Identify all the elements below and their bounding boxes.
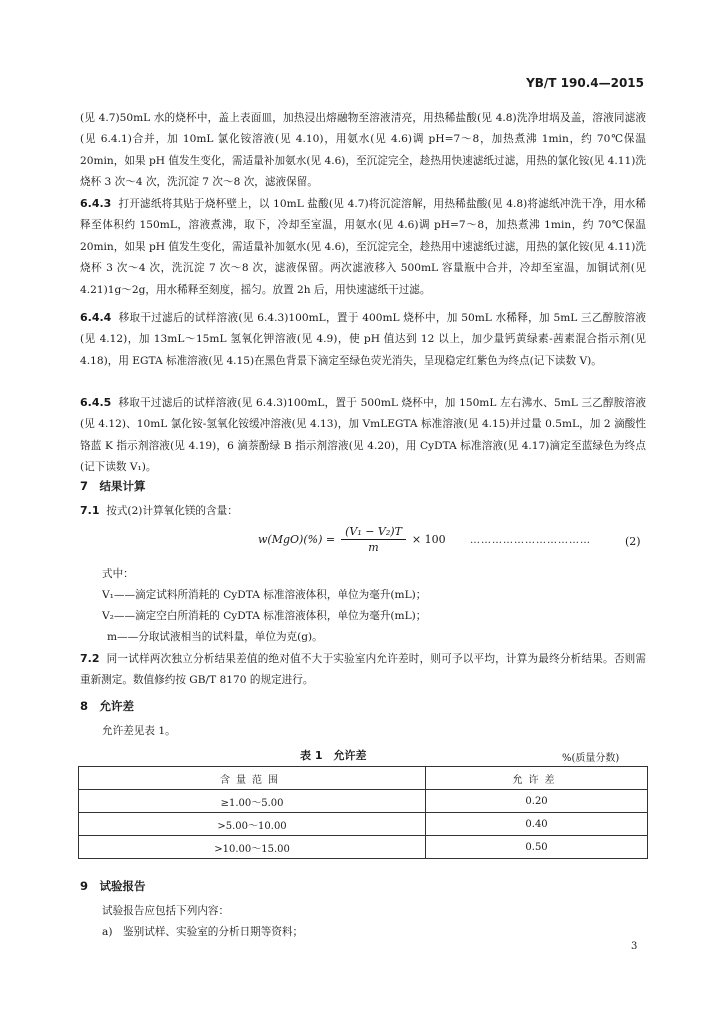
table-row <box>79 813 648 836</box>
clause-text: 移取干过滤后的试样溶液(见 6.4.3)100mL，置于 500mL 烧杯中，加 150mL 左右沸水、5mL 三乙醇胺溶液(见 4.12)、10mL 氯化铵-氢氧化铵缓冲溶液(见 4.13)，加 VmLEGTA 标准溶液(见 4.15)并过量 0.5mL，加 2 滴酸性铬蓝 K 指示剂溶液(见 4.19)，6 滴萘酚绿 B 指示剂溶液(见 4.20)，用 CyDTA 标准溶液(见 4.17)滴定至蓝绿色为终点(记下读数 V₁)。 <box>80 397 646 474</box>
table-caption: 表 1 允许差 <box>300 749 367 762</box>
report-intro: 试验报告应包括下列内容： <box>102 905 230 917</box>
section-8-heading: 8 允许差 <box>80 699 135 713</box>
table-cell: ≥1.00～5.00 <box>79 790 426 813</box>
where-label: 式中： <box>102 568 134 580</box>
table-cell: 0.50 <box>426 836 648 859</box>
clause-7-1 <box>80 500 646 522</box>
column-header: 含量范围 <box>79 767 426 790</box>
paragraph-continuation <box>80 108 646 194</box>
table-cell: >5.00～10.00 <box>79 813 426 836</box>
formula-numerator: (V₁ − V₂)T <box>341 525 406 540</box>
tolerance-table <box>78 766 648 859</box>
table-row <box>79 790 648 813</box>
clause-6-4-3 <box>80 193 646 301</box>
standard-number: YB/T 190.4—2015 <box>526 76 644 90</box>
clause-6-4-4 <box>80 307 646 372</box>
table-cell: 0.20 <box>426 790 648 813</box>
symbol-v1: V₁——滴定试料所消耗的 CyDTA 标准溶液体积，单位为毫升(mL)； <box>102 589 427 601</box>
clause-number: 6.4.5 <box>80 396 112 409</box>
clause-text: 打开滤纸将其贴于烧杯壁上，以 10mL 盐酸(见 4.7)将沉淀溶解，用热稀盐酸(见 4.8)将滤纸冲洗干净，用水稀释至体积约 150mL，溶液煮沸，取下，冷却至室温，用氨水(见 4.6)调 pH=7～8，加热煮沸 1min，约 70℃保温 20min，如果 pH 值发生变化，需适量补加氨水(见 4.6)，至沉淀完全，趁热用中速滤纸过滤，用热的氯化铵(见 4.11)洗烧杯 3 次～4 次，洗沉淀 7 次～8 次，滤液保留。两次滤液移入 500mL 容量瓶中合并，冷却至室温，加铜试剂(见 4.21)1g～2g，用水稀释至刻度，摇匀。放置 2h 后，用快速滤纸干过滤。 <box>80 198 646 296</box>
clause-number: 7.2 <box>80 652 100 665</box>
symbol-v2: V₂——滴定空白所消耗的 CyDTA 标准溶液体积，单位为毫升(mL)； <box>102 610 427 622</box>
table-cell: >10.00～15.00 <box>79 836 426 859</box>
clause-text: 同一试样两次独立分析结果差值的绝对值不大于实验室内允许差时，则可予以平均，计算为最终分析结果。否则需重新测定。数值修约按 GB/T 8170 的规定进行。 <box>80 653 646 687</box>
equation-number: (2) <box>625 535 641 548</box>
formula-denominator: m <box>368 541 379 554</box>
formula-fraction <box>341 525 406 554</box>
symbol-m: m——分取试液相当的试料量，单位为克(g)。 <box>107 631 323 643</box>
section-9-heading: 9 试验报告 <box>80 879 146 893</box>
formula-tail: × 100 <box>411 533 446 546</box>
column-header: 允许差 <box>426 767 648 790</box>
paragraph-text: (见 4.7)50mL 水的烧杯中，盖上表面皿，加热浸出熔融物至溶液清亮，用热稀盐酸(见 4.8)洗净坩埚及盖，溶液同滤液(见 6.4.1)合并，加 10mL 氯化铵溶液(见 4.10)，用氨水(见 4.6)调 pH=7～8，加热煮沸 1min，约 70℃保温 20min，如果 pH 值发生变化，需适量补加氨水(见 4.6)，至沉淀完全，趁热用快速滤纸过滤，用热的氯化铵(见 4.11)洗烧杯 3 次～4 次，洗沉淀 7 次～8 次，滤液保留。 <box>80 112 646 189</box>
clause-number: 6.4.4 <box>80 311 112 324</box>
table-cell: 0.40 <box>426 813 648 836</box>
clause-text: 按式(2)计算氧化镁的含量： <box>106 505 238 517</box>
page-number: 3 <box>631 941 638 952</box>
clause-number: 7.1 <box>80 504 100 517</box>
clause-text: 移取干过滤后的试样溶液(见 6.4.3)100mL，置于 400mL 烧杯中，加 50mL 水稀释，加 5mL 三乙醇胺溶液(见 4.12)，加 13mL～15mL 氢氧化钾溶液(见 4.9)，使 pH 值达到 12 以上，加少量钙黄绿素-茜素混合指示剂(见 4.18)，用 EGTA 标准溶液(见 4.15)在黑色背景下滴定至绿色荧光消失，呈现稳定红紫色为终点(记下读数 V)。 <box>80 312 646 367</box>
table-unit: %(质量分数) <box>562 753 620 764</box>
formula-lhs: w(MgO)(%) = <box>258 533 336 546</box>
formula-mgo <box>258 525 446 554</box>
clause-7-2 <box>80 648 646 692</box>
table-row <box>79 836 648 859</box>
formula-leader-dots: …………………………… <box>470 535 591 546</box>
table-header-row <box>79 767 648 790</box>
table-intro: 允许差见表 1。 <box>102 725 176 737</box>
report-item-a: a) 鉴别试样、实验室的分析日期等资料； <box>102 926 304 938</box>
clause-6-4-5 <box>80 392 646 479</box>
clause-number: 6.4.3 <box>80 197 112 210</box>
section-7-heading: 7 结果计算 <box>80 479 146 493</box>
